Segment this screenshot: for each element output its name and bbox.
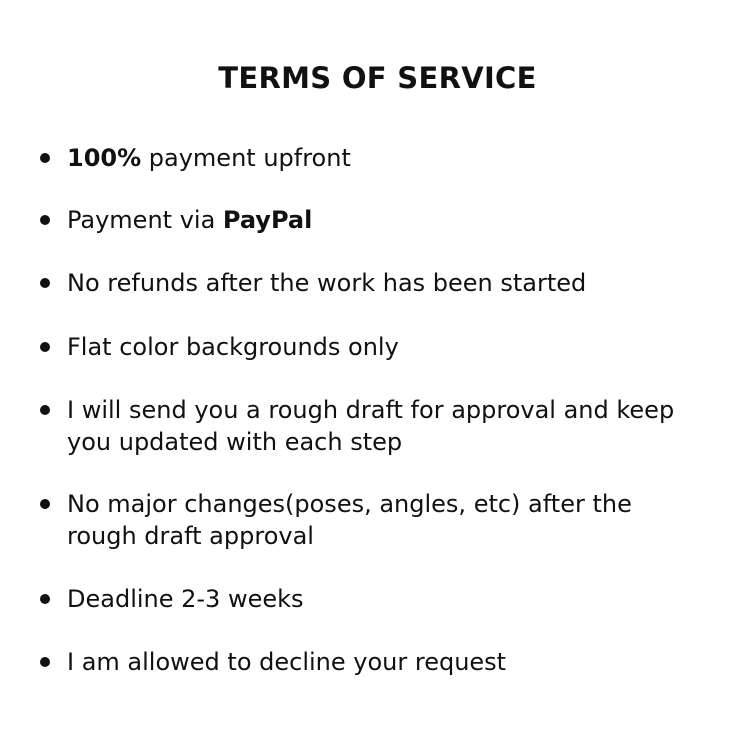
bullet-icon <box>40 499 50 509</box>
term-text <box>67 142 727 174</box>
bullet-icon <box>40 153 50 163</box>
bullet-icon <box>40 215 50 225</box>
term-text <box>67 204 727 236</box>
term-text: No refunds after the work has been started <box>67 269 587 297</box>
bullet-icon <box>40 278 50 288</box>
term-text-part: payment upfront <box>141 144 351 172</box>
term-text-line-2: you updated with each step <box>67 428 403 456</box>
term-text-line-1: No major changes(poses, angles, etc) after the <box>67 490 632 518</box>
page-title: TERMS OF SERVICE <box>218 61 537 95</box>
term-emphasis: 100% <box>67 144 142 172</box>
bullet-icon <box>40 342 50 352</box>
term-text-line-2: rough draft approval <box>67 522 314 550</box>
term-text: Deadline 2-3 weeks <box>67 585 304 613</box>
term-text: I am allowed to decline your request <box>67 648 507 676</box>
term-text: Flat color backgrounds only <box>67 333 399 361</box>
bullet-icon <box>40 594 50 604</box>
bullet-icon <box>40 657 50 667</box>
term-text-part: Payment via <box>67 206 223 234</box>
bullet-icon <box>40 405 50 415</box>
term-emphasis: PayPal <box>222 206 313 234</box>
term-text-line-1: I will send you a rough draft for approval and keep <box>67 396 675 424</box>
